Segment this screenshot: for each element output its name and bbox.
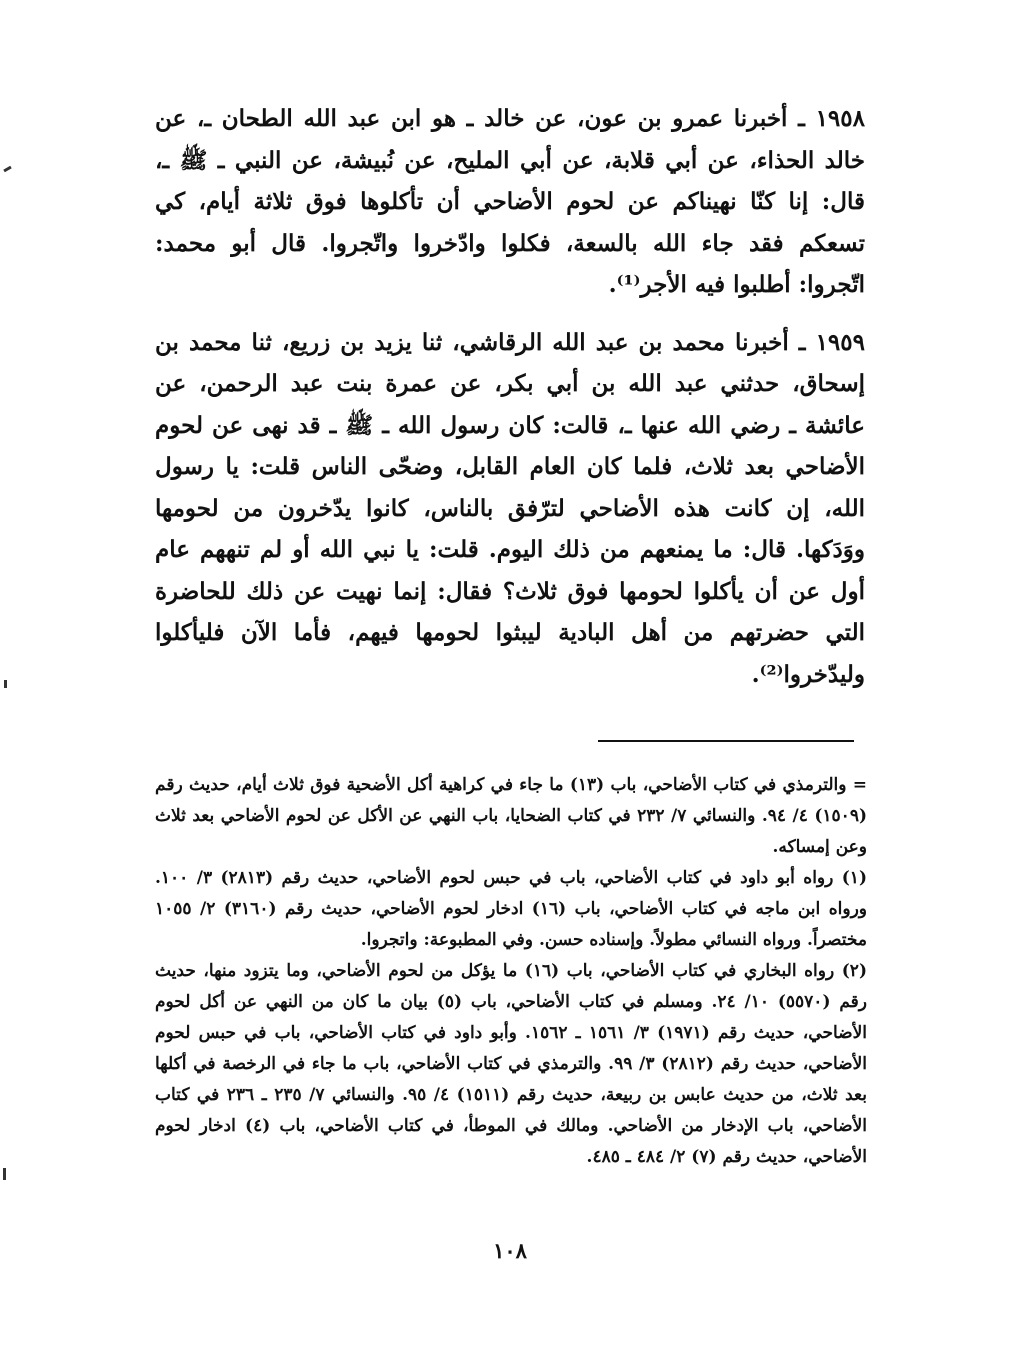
footnote-2: (٢) رواه البخاري في كتاب الأضاحي، باب (١٦) ما يؤكل من لحوم الأضاحي، وما يتزود منها، حديث رقم (٥٥٧٠) ١٠/ ٢٤. ومسلم في كتاب الأضاحي، باب (٥) بيان ما كان من النهي عن أكل لحوم الأضاحي، حديث رقم (١٩٧١) ٣/ ١٥٦١ ـ ١٥٦٢. وأبو داود في كتاب الأضاحي، باب في حبس لحوم الأضاحي، حديث رقم (٢٨١٢) ٣/ ٩٩. والترمذي في كتاب الأضاحي، باب ما جاء في الرخصة في أكلها بعد ثلاث، من حديث عابس بن ربيعة، حديث رقم (١٥١١) ٤/ ٩٥. والنسائي ٧/ ٢٣٥ ـ ٢٣٦ في كتاب الأضاحي، باب الإدخار من الأضاحي. ومالك في الموطأ، في كتاب الأضاحي، باب (٤) ادخار لحوم الأضاحي، حديث رقم (٧) ٢/ ٤٨٤ ـ ٤٨٥. [155, 961, 867, 1167]
footnote-1: (١) رواه أبو داود في كتاب الأضاحي، باب في حبس لحوم الأضاحي، حديث رقم (٢٨١٣) ٣/ ١٠٠. ورواه ابن ماجه في كتاب الأضاحي، باب (١٦) ادخار لحوم الأضاحي، حديث رقم (٣١٦٠) ٢/ ١٠٥٥ مختصراً. ورواه النسائي مطولاً. وإسناده حسن. وفي المطبوعة: واتجروا. [155, 868, 867, 950]
hadith-paragraph-1959 [155, 322, 865, 696]
main-text-body [155, 98, 865, 695]
page-number: ١٠٨ [493, 1238, 527, 1263]
margin-scan-mark [3, 1168, 6, 1180]
footnote-separator [598, 740, 854, 742]
hadith-text: ـ أخبرنا محمد بن عبد الله الرقاشي، ثنا يزيد بن زريع، ثنا محمد بن إسحاق، حدثني عبد الله بن أبي بكر، عن عمرة بنت عبد الرحمن، عن عائشة ـ رضي الله عنها ـ، قالت: كان رسول الله ـ ﷺ ـ قد نهى عن لحوم الأضاحي بعد ثلاث، فلما كان العام القابل، وضحّى الناس قلت: يا رسول الله، إن كانت هذه الأضاحي لترّفق بالناس، كانوا يدّخرون من لحومها ووَدَكها. قال: ما يمنعهم من ذلك اليوم. قلت: يا نبي الله أو لم تنههم عام أول عن أن يأكلوا لحومها فوق ثلاث؟ فقال: إنما نهيت عن ذلك للحاضرة التي حضرتهم من أهل البادية ليبثوا لحومها فيهم، فأما الآن فليأكلوا وليدّخروا⁽²⁾. [155, 328, 865, 688]
margin-scan-mark [3, 166, 11, 173]
footnotes-section [155, 770, 867, 1173]
footnote-continuation: = والترمذي في كتاب الأضاحي، باب (١٣) ما جاء في كراهية أكل الأضحية فوق ثلاث أيام، حديث رقم (١٥٠٩) ٤/ ٩٤. والنسائي ٧/ ٢٣٢ في كتاب الضحايا، باب النهي عن الأكل عن لحوم الأضاحي بعد ثلاث وعن إمساكه. [155, 775, 867, 857]
hadith-text: ـ أخبرنا عمرو بن عون، عن خالد ـ هو ابن عبد الله الطحان ـ، عن خالد الحذاء، عن أبي قلابة، عن أبي المليح، عن نُبيشة، عن النبي ـ ﷺ ـ، قال: إنا كنّا نهيناكم عن لحوم الأضاحي أن تأكلوها فوق ثلاثة أيام، كي تسعكم فقد جاء الله بالسعة، فكلوا وادّخروا واتّجروا. قال أبو محمد: اتّجروا: أطلبوا فيه الأجر⁽¹⁾. [155, 105, 865, 298]
hadith-paragraph-1958 [155, 98, 865, 306]
hadith-number: ١٩٥٨ [815, 105, 865, 132]
hadith-number: ١٩٥٩ [815, 328, 865, 356]
margin-scan-mark [4, 680, 7, 688]
